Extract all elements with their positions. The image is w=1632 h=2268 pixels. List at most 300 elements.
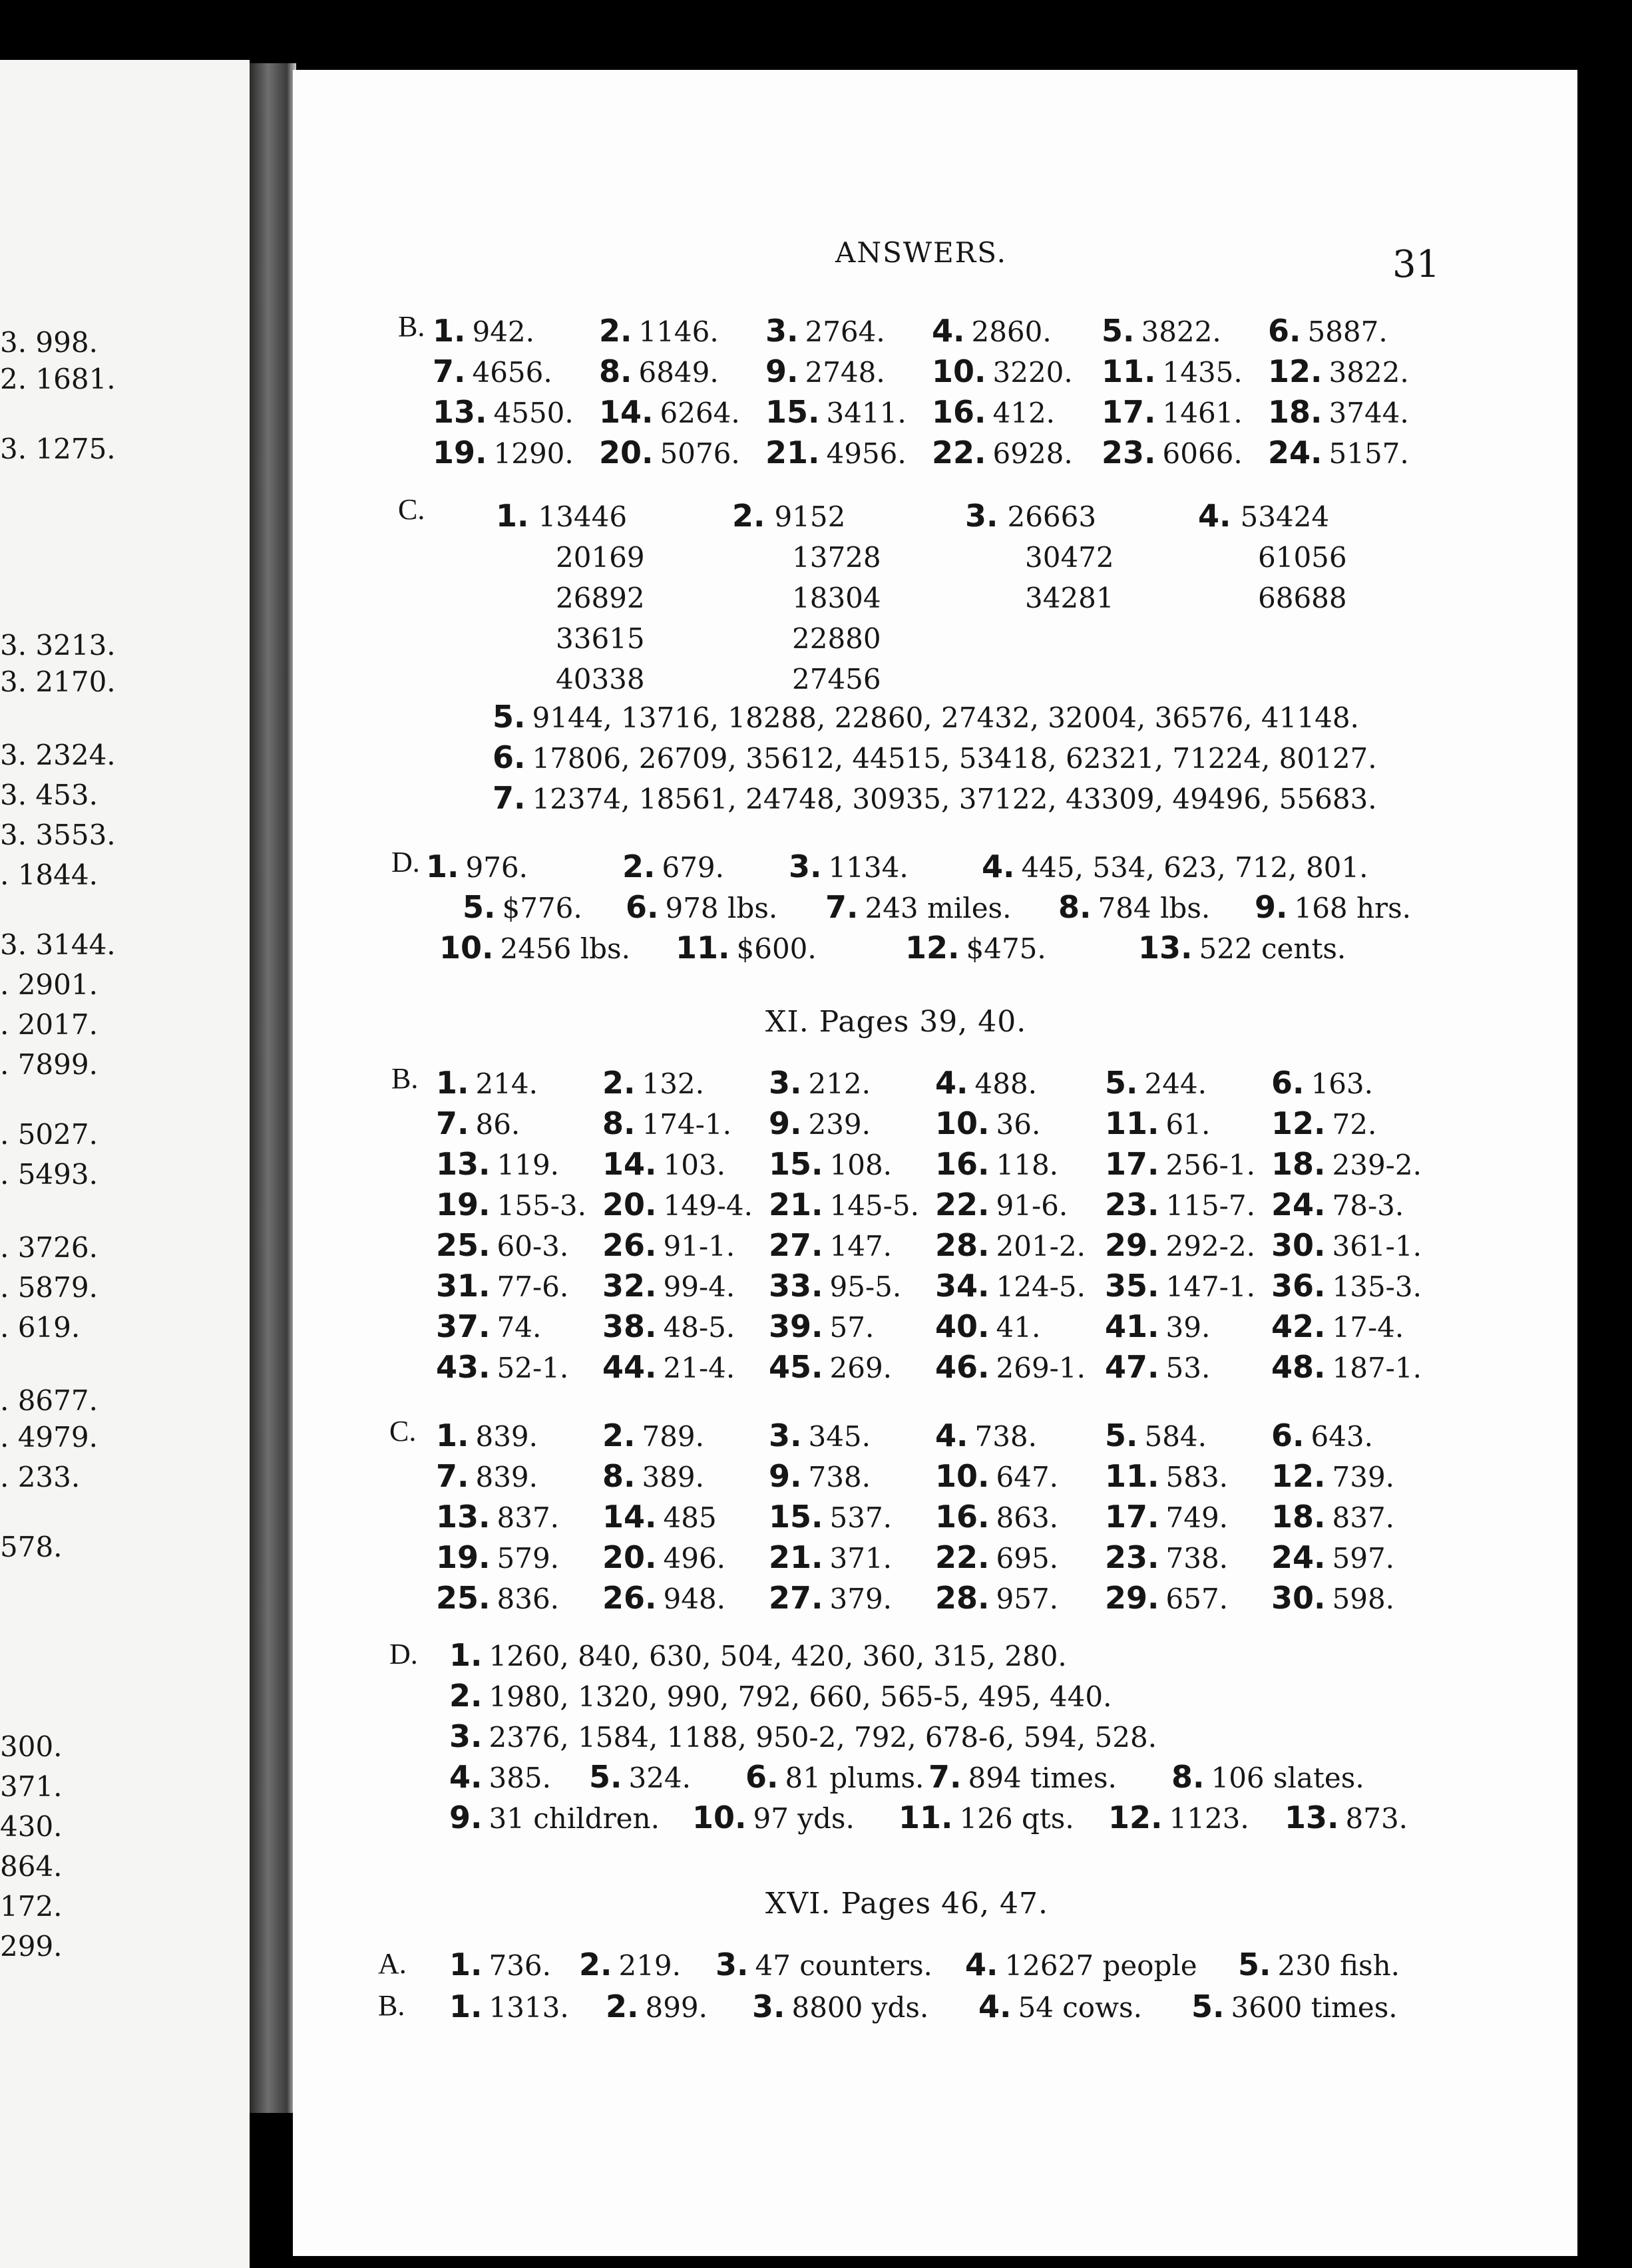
left-page-fragment: 3. 1275. xyxy=(0,433,116,465)
item-value: 78-3. xyxy=(1332,1189,1404,1222)
answer-item xyxy=(626,889,777,925)
answer-item xyxy=(602,1499,717,1535)
item-value: 643. xyxy=(1311,1420,1373,1453)
left-page xyxy=(0,60,250,2268)
section-letter: B. xyxy=(391,1062,419,1095)
answer-item xyxy=(935,1349,1086,1385)
item-number: 29. xyxy=(1105,1227,1159,1263)
item-number: 3. xyxy=(789,849,822,884)
item-value: 597. xyxy=(1332,1542,1395,1575)
item-number: 7. xyxy=(825,889,859,925)
item-value: 292-2. xyxy=(1165,1230,1255,1262)
answer-item xyxy=(1105,1349,1210,1385)
column-value: 20169 xyxy=(556,541,645,574)
item-number: 40. xyxy=(935,1308,990,1344)
answer-item xyxy=(1105,1580,1228,1616)
item-number: 45. xyxy=(769,1349,823,1385)
item-value: 97 yds. xyxy=(753,1802,855,1835)
item-number: 30. xyxy=(1271,1227,1326,1263)
item-value: $600. xyxy=(736,932,817,965)
answer-item xyxy=(1105,1105,1210,1141)
item-number: 5. xyxy=(463,889,496,925)
answer-item xyxy=(1271,1499,1394,1535)
answer-line xyxy=(449,1718,1157,1754)
answer-item xyxy=(1271,1227,1422,1263)
item-value: 147-1. xyxy=(1165,1270,1255,1303)
item-value: 230 fish. xyxy=(1277,1949,1400,1982)
answer-item xyxy=(1105,1499,1228,1535)
item-number: 2. xyxy=(602,1065,636,1101)
item-number: 17. xyxy=(1105,1499,1159,1535)
item-value: 106 slates. xyxy=(1211,1762,1364,1794)
answer-item xyxy=(1271,1349,1422,1385)
item-value: 86. xyxy=(475,1108,520,1141)
answer-item xyxy=(769,1539,892,1575)
item-value: 899. xyxy=(645,1991,708,2024)
answer-item xyxy=(965,1947,1197,1983)
item-number: 26. xyxy=(602,1227,657,1263)
item-number: 10. xyxy=(439,930,494,966)
item-number: 31. xyxy=(436,1268,491,1304)
item-value: 324. xyxy=(628,1762,691,1794)
item-value: 598. xyxy=(1332,1583,1395,1615)
answer-item xyxy=(602,1227,735,1263)
item-number: 15. xyxy=(765,394,820,430)
answer-item xyxy=(602,1539,725,1575)
item-value: 39. xyxy=(1165,1311,1211,1344)
answer-item xyxy=(769,1268,901,1304)
answer-item xyxy=(899,1799,1074,1835)
item-value: 118. xyxy=(996,1149,1059,1181)
section-letter: D. xyxy=(389,1638,418,1670)
answer-item xyxy=(439,930,630,966)
item-value: 5157. xyxy=(1328,437,1409,470)
item-value: 31 children. xyxy=(489,1802,660,1835)
item-value: 53. xyxy=(1165,1352,1211,1384)
item-number: 34. xyxy=(935,1268,990,1304)
item-number: 23. xyxy=(1105,1187,1159,1223)
item-number: 1. xyxy=(436,1418,469,1453)
item-value: 5887. xyxy=(1307,315,1388,348)
item-value: 17-4. xyxy=(1332,1311,1404,1344)
item-number: 13. xyxy=(436,1146,491,1182)
item-value: 147. xyxy=(829,1230,893,1262)
item-value: 371. xyxy=(829,1542,893,1575)
item-value: 91-1. xyxy=(663,1230,735,1262)
answer-item xyxy=(769,1580,892,1616)
answer-item xyxy=(433,435,574,471)
item-value: 6928. xyxy=(992,437,1073,470)
item-number: 7. xyxy=(433,353,466,389)
answer-item xyxy=(436,1105,520,1141)
answer-item xyxy=(436,1065,538,1101)
item-number: 15. xyxy=(769,1499,823,1535)
answer-item xyxy=(602,1458,704,1494)
item-number: 5. xyxy=(493,699,526,735)
section-heading: XVI. Pages 46, 47. xyxy=(765,1887,1049,1921)
item-value: 749. xyxy=(1165,1501,1229,1534)
item-number: 11. xyxy=(1105,1458,1159,1494)
column-value: 33615 xyxy=(556,622,645,655)
answer-item xyxy=(1105,1065,1207,1101)
section-letter: B. xyxy=(378,1989,405,2022)
answer-item xyxy=(769,1105,871,1141)
answer-item xyxy=(1271,1065,1373,1101)
item-value: 837. xyxy=(1332,1501,1395,1534)
item-value: 12627 people xyxy=(1004,1949,1197,1982)
item-value: 239-2. xyxy=(1332,1149,1422,1181)
item-value: 103. xyxy=(663,1149,726,1181)
item-value: 174-1. xyxy=(642,1108,731,1141)
item-number: 28. xyxy=(935,1227,990,1263)
item-number: 4. xyxy=(935,1065,968,1101)
answer-item xyxy=(1271,1458,1394,1494)
item-number: 17. xyxy=(1102,394,1156,430)
column-value: 30472 xyxy=(1025,541,1114,574)
answer-item xyxy=(935,1499,1058,1535)
item-value: 789. xyxy=(642,1420,704,1453)
item-value: 145-5. xyxy=(829,1189,919,1222)
item-value: 978 lbs. xyxy=(665,892,778,924)
item-value: 4656. xyxy=(472,356,552,389)
answer-item xyxy=(932,353,1073,389)
item-value: 9144, 13716, 18288, 22860, 27432, 32004, 36576, 41148. xyxy=(532,701,1359,734)
page-number: 31 xyxy=(1392,243,1440,286)
answer-item xyxy=(1105,1187,1255,1223)
item-value: 77-6. xyxy=(497,1270,569,1303)
item-number: 1. xyxy=(436,1065,469,1101)
answer-item xyxy=(765,394,907,430)
answer-line xyxy=(493,739,1377,775)
left-page-fragment: . 619. xyxy=(0,1311,81,1344)
item-number: 1. xyxy=(449,1988,483,2024)
answer-item xyxy=(1108,1799,1249,1835)
item-value: 1146. xyxy=(638,315,719,348)
answer-item xyxy=(1285,1799,1408,1835)
item-value: 3744. xyxy=(1328,397,1409,429)
item-number: 1. xyxy=(496,498,529,534)
item-number: 8. xyxy=(602,1105,636,1141)
item-value: 379. xyxy=(829,1583,893,1615)
item-value: 863. xyxy=(996,1501,1059,1534)
item-number: 4. xyxy=(1198,498,1231,534)
answer-item xyxy=(1255,889,1411,925)
item-value: 239. xyxy=(808,1108,871,1141)
answer-item xyxy=(935,1308,1040,1344)
item-value: 1290. xyxy=(493,437,574,470)
section-letter: C. xyxy=(398,493,425,526)
column-value: 27456 xyxy=(792,663,881,695)
item-value: 41. xyxy=(996,1311,1041,1344)
answer-item xyxy=(982,849,1368,884)
answer-line xyxy=(493,780,1377,816)
item-value: 81 plums. xyxy=(785,1762,924,1794)
left-page-fragment: 371. xyxy=(0,1770,63,1803)
section-letter: A. xyxy=(378,1947,407,1980)
number-column xyxy=(732,496,881,699)
item-number: 2. xyxy=(732,498,765,534)
answer-item xyxy=(769,1227,892,1263)
item-number: 5. xyxy=(1105,1065,1138,1101)
item-number: 7. xyxy=(436,1458,469,1494)
item-number: 3. xyxy=(765,313,799,349)
item-number: 27. xyxy=(769,1580,823,1616)
answer-item xyxy=(1268,394,1409,430)
item-number: 11. xyxy=(676,930,730,966)
book-spine xyxy=(250,63,296,2113)
item-number: 19. xyxy=(436,1539,491,1575)
item-number: 21. xyxy=(765,435,820,471)
answer-line xyxy=(449,1637,1067,1673)
answer-item xyxy=(935,1105,1040,1141)
item-number: 5. xyxy=(1102,313,1135,349)
left-page-fragment: . 5493. xyxy=(0,1158,98,1191)
answer-item xyxy=(935,1146,1058,1182)
column-value: 40338 xyxy=(556,663,645,695)
left-page-fragment: . 3726. xyxy=(0,1231,98,1264)
item-value: 4956. xyxy=(826,437,907,470)
item-number: 23. xyxy=(1105,1539,1159,1575)
answer-item xyxy=(589,1759,691,1795)
answer-item xyxy=(602,1580,725,1616)
item-value: 942. xyxy=(472,315,534,348)
answer-item xyxy=(622,849,724,884)
left-page-fragment: 3. 3213. xyxy=(0,629,116,662)
item-value: 60-3. xyxy=(497,1230,569,1262)
item-value: 1313. xyxy=(489,1991,569,2024)
answer-item xyxy=(1271,1308,1404,1344)
item-number: 15. xyxy=(769,1146,823,1182)
item-value: 54 cows. xyxy=(1018,1991,1142,2024)
item-number: 18. xyxy=(1271,1499,1326,1535)
item-value: 256-1. xyxy=(1165,1149,1255,1181)
column-value: 4. 53424 xyxy=(1198,498,1330,534)
item-value: 5076. xyxy=(660,437,740,470)
item-number: 4. xyxy=(982,849,1015,884)
answer-item xyxy=(1271,1539,1394,1575)
left-page-fragment: . 5027. xyxy=(0,1118,98,1151)
item-value: 12374, 18561, 24748, 30935, 37122, 43309, 49496, 55683. xyxy=(532,783,1377,815)
item-number: 2. xyxy=(622,849,656,884)
item-value: 119. xyxy=(497,1149,560,1181)
item-number: 43. xyxy=(436,1349,491,1385)
item-number: 13. xyxy=(1138,930,1193,966)
answer-item xyxy=(606,1988,708,2024)
answer-item xyxy=(1271,1268,1422,1304)
item-number: 9. xyxy=(769,1458,802,1494)
answer-item xyxy=(935,1458,1058,1494)
item-number: 22. xyxy=(935,1539,990,1575)
item-number: 9. xyxy=(449,1799,483,1835)
item-value: 3600 times. xyxy=(1231,1991,1398,2024)
item-number: 24. xyxy=(1268,435,1323,471)
answer-item xyxy=(765,313,885,349)
item-number: 13. xyxy=(436,1499,491,1535)
item-number: 21. xyxy=(769,1187,823,1223)
item-value: 243 miles. xyxy=(865,892,1012,924)
item-value: 2764. xyxy=(805,315,885,348)
answer-item xyxy=(769,1349,892,1385)
answer-item xyxy=(1271,1187,1404,1223)
answer-item xyxy=(599,394,740,430)
section-letter: B. xyxy=(398,310,425,343)
item-number: 13. xyxy=(1285,1799,1339,1835)
item-number: 4. xyxy=(932,313,965,349)
item-number: 19. xyxy=(433,435,487,471)
item-number: 6. xyxy=(745,1759,779,1795)
item-value: 2860. xyxy=(971,315,1052,348)
answer-item xyxy=(978,1988,1142,2024)
answer-item xyxy=(1271,1105,1376,1141)
item-number: 18. xyxy=(1268,394,1323,430)
answer-item xyxy=(752,1988,928,2024)
item-number: 3. xyxy=(965,498,998,534)
item-number: 20. xyxy=(602,1187,657,1223)
answer-item xyxy=(769,1458,871,1494)
item-number: 39. xyxy=(769,1308,823,1344)
item-number: 18. xyxy=(1271,1146,1326,1182)
item-number: 32. xyxy=(602,1268,657,1304)
item-value: 269-1. xyxy=(996,1352,1086,1384)
number-column xyxy=(496,496,645,699)
item-value: 3411. xyxy=(826,397,907,429)
answer-item xyxy=(602,1105,731,1141)
left-page-fragment: 2. 1681. xyxy=(0,363,116,395)
answer-item xyxy=(905,930,1046,966)
answer-line xyxy=(449,1678,1112,1714)
item-value: 485 xyxy=(663,1501,717,1534)
answer-item xyxy=(769,1146,892,1182)
item-value: 135-3. xyxy=(1332,1270,1422,1303)
answer-item xyxy=(463,889,582,925)
item-number: 5. xyxy=(589,1759,622,1795)
left-page-fragment: 3. 453. xyxy=(0,779,98,811)
answer-item xyxy=(1268,313,1388,349)
answer-item xyxy=(1105,1308,1210,1344)
column-value: 26892 xyxy=(556,582,645,614)
item-value: 6849. xyxy=(638,356,719,389)
answer-item xyxy=(433,313,534,349)
item-value: 244. xyxy=(1144,1067,1207,1100)
item-value: 385. xyxy=(489,1762,551,1794)
item-number: 38. xyxy=(602,1308,657,1344)
item-number: 27. xyxy=(769,1227,823,1263)
item-number: 37. xyxy=(436,1308,491,1344)
item-number: 25. xyxy=(436,1227,491,1263)
section-letter: D. xyxy=(391,846,420,878)
left-page-fragment: . 8677. xyxy=(0,1384,98,1417)
answer-item xyxy=(436,1308,541,1344)
item-number: 30. xyxy=(1271,1580,1326,1616)
item-value: 214. xyxy=(475,1067,538,1100)
item-number: 46. xyxy=(935,1349,990,1385)
item-value: 3220. xyxy=(992,356,1073,389)
answer-item xyxy=(426,849,528,884)
item-number: 3. xyxy=(449,1718,483,1754)
answer-item xyxy=(433,353,552,389)
answer-item xyxy=(935,1418,1037,1453)
answer-item xyxy=(769,1499,892,1535)
answer-item xyxy=(449,1759,551,1795)
item-value: 389. xyxy=(642,1461,704,1493)
answer-item xyxy=(602,1268,735,1304)
answer-item xyxy=(1171,1759,1364,1795)
item-value: 36. xyxy=(996,1108,1041,1141)
item-number: 10. xyxy=(935,1105,990,1141)
item-value: 695. xyxy=(996,1542,1059,1575)
item-value: 4550. xyxy=(493,397,574,429)
answer-item xyxy=(602,1308,735,1344)
item-number: 29. xyxy=(1105,1580,1159,1616)
answer-item xyxy=(825,889,1011,925)
item-value: 736. xyxy=(489,1949,551,1982)
item-value: 873. xyxy=(1345,1802,1408,1835)
item-number: 9. xyxy=(1255,889,1288,925)
answer-item xyxy=(715,1947,932,1983)
item-number: 4. xyxy=(978,1988,1012,2024)
item-number: 12. xyxy=(1271,1105,1326,1141)
item-value: 108. xyxy=(829,1149,893,1181)
answer-item xyxy=(436,1227,568,1263)
running-header: ANSWERS. xyxy=(835,236,1007,269)
answer-item xyxy=(436,1146,559,1182)
answer-item xyxy=(449,1799,660,1835)
section-letter: C. xyxy=(389,1415,417,1447)
item-value: 412. xyxy=(992,397,1056,429)
item-number: 8. xyxy=(602,1458,636,1494)
item-value: 583. xyxy=(1165,1461,1229,1493)
left-page-fragment: 3. 3553. xyxy=(0,819,116,851)
item-number: 14. xyxy=(599,394,654,430)
left-page-fragment: 3. 998. xyxy=(0,326,98,359)
answer-item xyxy=(1238,1947,1400,1983)
item-value: 2376, 1584, 1188, 950-2, 792, 678-6, 594, 528. xyxy=(489,1721,1157,1754)
item-value: 537. xyxy=(829,1501,893,1534)
item-number: 33. xyxy=(769,1268,823,1304)
item-number: 2. xyxy=(599,313,632,349)
column-value: 13728 xyxy=(792,541,881,574)
column-value: 34281 xyxy=(1025,582,1114,614)
item-number: 44. xyxy=(602,1349,657,1385)
answer-item xyxy=(1105,1539,1228,1575)
item-value: 739. xyxy=(1332,1461,1395,1493)
answer-item xyxy=(692,1799,855,1835)
item-number: 4. xyxy=(449,1759,483,1795)
item-value: 219. xyxy=(618,1949,681,1982)
item-number: 21. xyxy=(769,1539,823,1575)
item-number: 23. xyxy=(1102,435,1156,471)
item-value: 1260, 840, 630, 504, 420, 360, 315, 280. xyxy=(489,1640,1067,1672)
answer-item xyxy=(932,313,1052,349)
item-number: 3. xyxy=(769,1418,802,1453)
left-page-fragment: 299. xyxy=(0,1930,63,1963)
item-value: 61. xyxy=(1165,1108,1211,1141)
item-number: 19. xyxy=(436,1187,491,1223)
item-number: 22. xyxy=(935,1187,990,1223)
item-value: 57. xyxy=(829,1311,875,1344)
answer-item xyxy=(1271,1146,1422,1182)
left-page-fragment: 430. xyxy=(0,1810,63,1843)
item-value: 201-2. xyxy=(996,1230,1086,1262)
answer-item xyxy=(1105,1146,1255,1182)
item-value: 839. xyxy=(475,1461,538,1493)
answer-item xyxy=(433,394,574,430)
answer-item xyxy=(1102,435,1243,471)
item-number: 16. xyxy=(935,1499,990,1535)
item-value: 95-5. xyxy=(829,1270,902,1303)
answer-item xyxy=(1105,1418,1207,1453)
item-value: 679. xyxy=(662,851,724,884)
